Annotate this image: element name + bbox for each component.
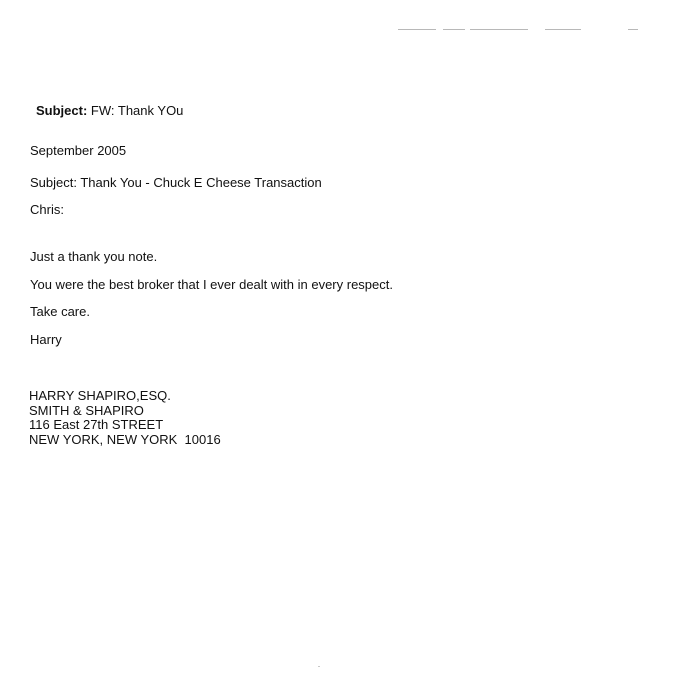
- body-paragraph: Take care.: [30, 304, 90, 319]
- signature-firm: SMITH & SHAPIRO: [29, 402, 144, 418]
- subject-value: FW: Thank YOu: [90, 103, 184, 118]
- signature-block: [29, 389, 221, 447]
- signature-street: 116 East 27th STREET: [29, 417, 164, 432]
- salutation: Chris:: [30, 202, 64, 217]
- fax-subject-header: [36, 103, 183, 118]
- scan-artifact: [470, 29, 528, 30]
- scan-artifact: [545, 29, 581, 30]
- signoff: Harry: [30, 332, 62, 347]
- body-paragraph: Just a thank you note.: [30, 249, 158, 264]
- subject-label: Subject:: [36, 103, 88, 118]
- scan-speck: [318, 666, 320, 667]
- signature-city: NEW YORK, NEW YORK 10016: [29, 431, 221, 447]
- scan-artifact: [398, 29, 436, 30]
- letter-date: September 2005: [30, 143, 127, 158]
- body-paragraph: You were the best broker that I ever dealt with in every respect.: [30, 277, 393, 292]
- scan-artifact: [443, 29, 465, 30]
- scan-artifact: [628, 29, 638, 30]
- letter-subject-line: Subject: Thank You - Chuck E Cheese Transaction: [30, 175, 322, 190]
- signature-name: HARRY SHAPIRO,ESQ.: [29, 388, 171, 403]
